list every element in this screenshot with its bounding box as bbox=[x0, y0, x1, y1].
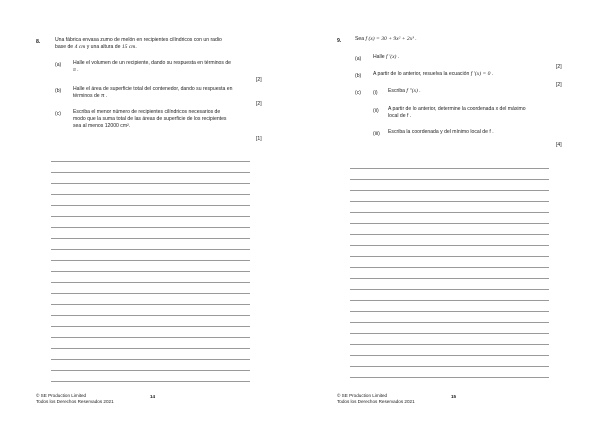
answer-line[interactable] bbox=[51, 194, 250, 195]
part-c-ii-line2: local de f . bbox=[388, 113, 412, 119]
answer-line[interactable] bbox=[51, 293, 250, 294]
answer-line[interactable] bbox=[51, 172, 250, 173]
answer-line[interactable] bbox=[350, 223, 549, 224]
part-c-mark: [4] bbox=[556, 142, 562, 148]
answer-line[interactable] bbox=[350, 344, 549, 345]
answer-line[interactable] bbox=[51, 227, 250, 228]
question-number: 8. bbox=[36, 39, 41, 45]
answer-line[interactable] bbox=[350, 267, 549, 268]
footer-copyright: © SE Production Limited bbox=[337, 393, 388, 398]
answer-line[interactable] bbox=[51, 337, 250, 338]
part-c-line3: sea al menos 12000 cm². bbox=[73, 123, 131, 129]
page-number: 15 bbox=[451, 394, 457, 399]
answer-line[interactable] bbox=[51, 238, 250, 239]
part-a-line1: Halle el volumen de un recipiente, dando su respuesta en términos de bbox=[73, 60, 232, 66]
part-b-text: A partir de lo anterior, resuelva la ecuación f ′(x) = 0 . bbox=[373, 71, 494, 77]
answer-line[interactable] bbox=[350, 256, 549, 257]
part-c-iii-label: (iii) bbox=[373, 131, 380, 137]
part-c-ii-line1: A partir de lo anterior, determine la coordenada x del máximo bbox=[388, 106, 526, 112]
part-a-label: (a) bbox=[55, 62, 62, 68]
part-c-label: (c) bbox=[355, 90, 361, 96]
part-c-line1: Escriba el menor número de recipientes cilíndricos necesarios de bbox=[73, 109, 221, 115]
answer-line[interactable] bbox=[51, 183, 250, 184]
question-stem-line1: Una fábrica envasa zumo de melón en recipientes cilíndricos con un radio bbox=[55, 37, 222, 43]
part-c-ii-label: (ii) bbox=[373, 108, 379, 114]
answer-line[interactable] bbox=[350, 168, 549, 169]
answer-line[interactable] bbox=[350, 366, 549, 367]
answer-line[interactable] bbox=[350, 190, 549, 191]
footer-copyright: © SE Production Limited bbox=[36, 393, 87, 398]
part-c-mark: [1] bbox=[256, 136, 262, 142]
part-c-label: (c) bbox=[55, 111, 61, 117]
answer-line[interactable] bbox=[51, 205, 250, 206]
page-number: 14 bbox=[150, 394, 156, 399]
question-stem-line2: base de 4 cm y una altura de 15 cm. bbox=[55, 44, 137, 50]
answer-line[interactable] bbox=[51, 381, 250, 382]
answer-line[interactable] bbox=[51, 161, 250, 162]
answer-line[interactable] bbox=[350, 234, 549, 235]
answer-line[interactable] bbox=[350, 245, 549, 246]
answer-line[interactable] bbox=[350, 355, 549, 356]
answer-line[interactable] bbox=[51, 315, 250, 316]
answer-line[interactable] bbox=[51, 249, 250, 250]
answer-line[interactable] bbox=[51, 304, 250, 305]
answer-line[interactable] bbox=[51, 359, 250, 360]
part-b-label: (b) bbox=[355, 73, 362, 79]
answer-line[interactable] bbox=[51, 271, 250, 272]
answer-line[interactable] bbox=[350, 289, 549, 290]
part-a-text: Halle f ′(x) . bbox=[373, 54, 400, 60]
part-c-i-label: (i) bbox=[373, 90, 378, 96]
part-a-mark: [2] bbox=[556, 64, 562, 70]
part-a-line2: π . bbox=[73, 67, 79, 73]
answer-line[interactable] bbox=[51, 260, 250, 261]
footer-rights: Todos los Derechos Reservados 2021 bbox=[337, 399, 415, 404]
answer-line[interactable] bbox=[350, 179, 549, 180]
answer-line[interactable] bbox=[350, 322, 549, 323]
footer-rights: Todos los Derechos Reservados 2021 bbox=[36, 399, 114, 404]
part-b-line2: términos de π . bbox=[73, 93, 108, 99]
answer-line[interactable] bbox=[350, 333, 549, 334]
part-c-iii-line1: Escriba la coordenada y del mínimo local de f . bbox=[388, 129, 494, 135]
answer-line[interactable] bbox=[51, 370, 250, 371]
answer-line[interactable] bbox=[350, 377, 549, 378]
part-b-mark: [2] bbox=[556, 82, 562, 88]
part-a-label: (a) bbox=[355, 56, 362, 62]
answer-line[interactable] bbox=[350, 278, 549, 279]
part-a-mark: [2] bbox=[256, 77, 262, 83]
part-c-line2: modo que la suma total de las áreas de superficie de los recipientes bbox=[73, 116, 227, 122]
answer-line[interactable] bbox=[51, 282, 250, 283]
answer-line[interactable] bbox=[51, 216, 250, 217]
part-b-line1: Halle el área de superficie total del contenedor, dando su respuesta en bbox=[73, 86, 233, 92]
answer-line[interactable] bbox=[51, 348, 250, 349]
answer-line[interactable] bbox=[350, 201, 549, 202]
question-number: 9. bbox=[337, 38, 342, 44]
part-b-mark: [2] bbox=[256, 101, 262, 107]
part-b-label: (b) bbox=[55, 88, 62, 94]
part-c-i-text: Escriba f ″(x) . bbox=[388, 88, 421, 94]
answer-line[interactable] bbox=[350, 311, 549, 312]
answer-line[interactable] bbox=[350, 212, 549, 213]
answer-line[interactable] bbox=[51, 326, 250, 327]
page-15 bbox=[300, 0, 600, 424]
question-stem: Sea f (x) = 30 + 9x² + 2x³ . bbox=[355, 36, 417, 42]
answer-line[interactable] bbox=[350, 300, 549, 301]
